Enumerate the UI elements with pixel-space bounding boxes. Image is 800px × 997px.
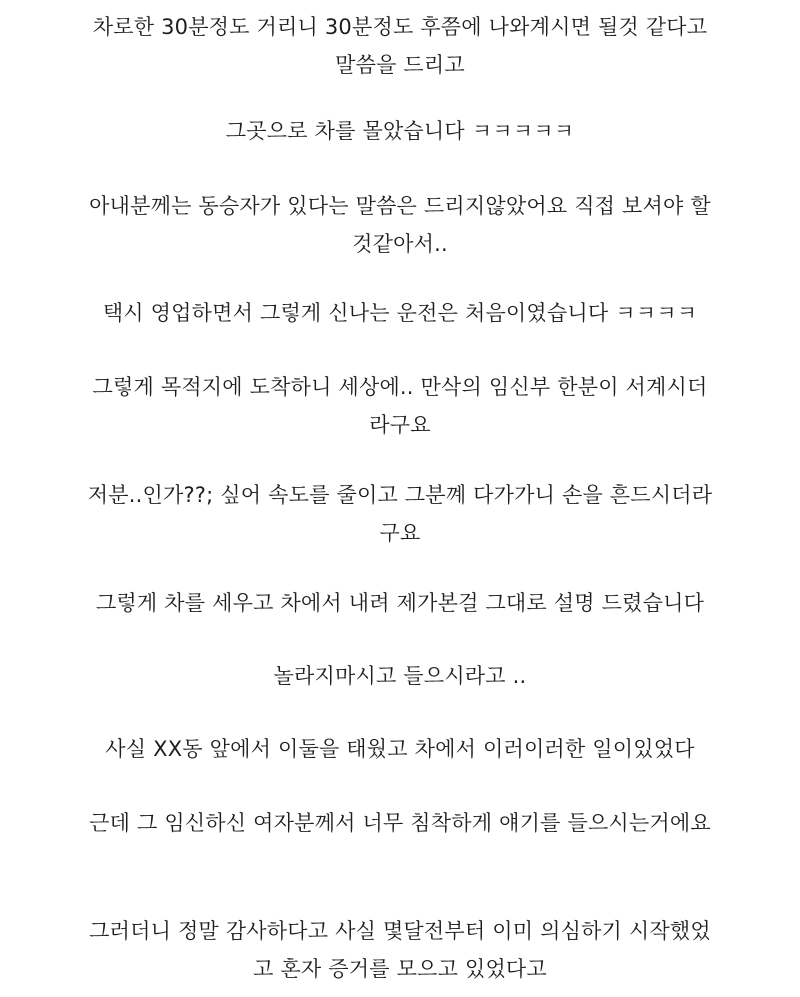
text-line: 말씀을 드리고 <box>335 53 465 77</box>
paragraph <box>0 187 800 263</box>
text-line: 그렇게 목적지에 도착하니 세상에.. 만삭의 임신부 한분이 서계시더 <box>92 375 708 399</box>
text-line: 것같아서.. <box>352 232 448 256</box>
text-line: 차로한 30분정도 거리니 30분정도 후쯤에 나와계시면 될것 같다고 <box>92 15 708 39</box>
text-line: 아내분께는 동승자가 있다는 말씀은 드리지않았어요 직접 보셔야 할 <box>89 194 711 218</box>
paragraph <box>0 294 800 332</box>
text-line: 라구요 <box>369 413 431 437</box>
text-line: 고 혼자 증거를 모으고 있었다고 <box>253 957 547 981</box>
paragraph <box>0 730 800 768</box>
paragraph <box>0 804 800 842</box>
text-line: 구요 <box>379 521 421 545</box>
paragraph <box>0 368 800 444</box>
text-line: 택시 영업하면서 그렇게 신나는 운전은 처음이였습니다 ㅋㅋㅋㅋ <box>102 301 698 325</box>
text-line: 저분..인가??; 싶어 속도를 줄이고 그분꼐 다가가니 손을 흔드시더라 <box>87 483 713 507</box>
text-line: 근데 그 임신하신 여자분께서 너무 침착하게 얘기를 들으시는거에요 <box>89 811 711 835</box>
paragraph <box>0 657 800 695</box>
text-line: 그곳으로 차를 몰았습니다 ㅋㅋㅋㅋㅋ <box>225 119 575 143</box>
paragraph <box>0 912 800 988</box>
paragraph <box>0 8 800 84</box>
text-line: 그렇게 차를 세우고 차에서 내려 제가본걸 그대로 설명 드렸습니다 <box>95 591 705 615</box>
paragraph <box>0 112 800 150</box>
text-line: 사실 XX동 앞에서 이둘을 태웠고 차에서 이러이러한 일이있었다 <box>105 737 695 761</box>
paragraph <box>0 584 800 622</box>
text-line: 그러더니 정말 감사하다고 사실 몇달전부터 이미 의심하기 시작했었 <box>89 919 711 943</box>
paragraph <box>0 476 800 552</box>
text-line: 놀라지마시고 들으시라고 .. <box>273 664 527 688</box>
